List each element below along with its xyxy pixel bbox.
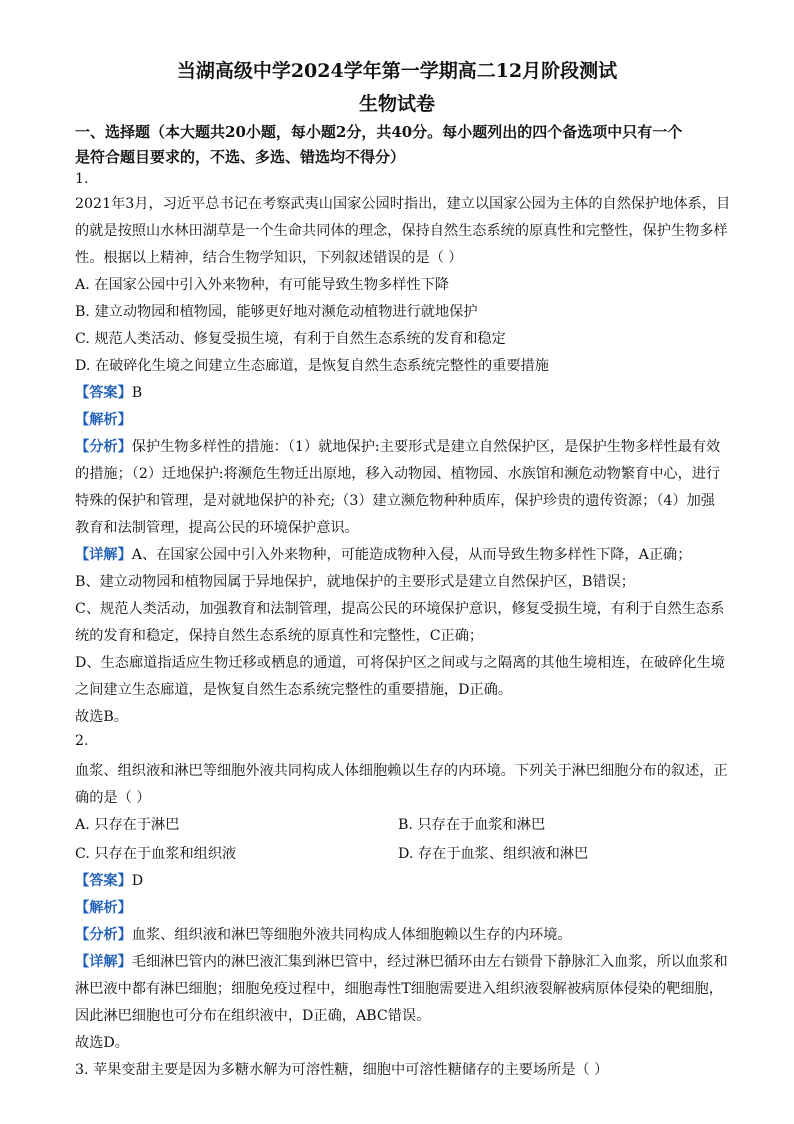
answer-value: D <box>131 873 144 889</box>
question-number: 1. <box>75 171 89 187</box>
question-number: 2. <box>75 733 89 749</box>
xiangjie-line <box>75 544 725 564</box>
question-stem-line: 确的是（ ） <box>75 790 151 806</box>
section-heading-line1: 一、选择题（本大题共20小题，每小题2分，共40分。每小题列出的四个备选项中只有一个 <box>75 123 683 141</box>
option-c: C. 只存在于血浆和组织液 <box>75 846 237 862</box>
xiangjie-text-line: C、规范人类活动，加强教育和法制管理，提高公民的环境保护意识，修复受损生境，有利于自然生态系 <box>75 601 725 617</box>
fenxi-text-line: 特殊的保护和管理，是对就地保护的补充;（3）建立濒危物种种质库，保护珍贵的遗传资源；（4）加强 <box>75 493 715 509</box>
xiangjie-text-line: 因此淋巴细胞也可分布在组织液中，D正确，ABC错误。 <box>75 1008 431 1024</box>
xiangjie-text-line: 淋巴液中都有淋巴细胞；细胞免疫过程中，细胞毒性T细胞需要进入组织液裂解被病原体侵染的靶细胞， <box>75 981 723 997</box>
answer-value: B <box>131 385 143 401</box>
fenxi-text: 血浆、组织液和淋巴等细胞外液共同构成人体细胞赖以生存的内环境。 <box>131 927 572 943</box>
fenxi-tag: 【分析】 <box>75 927 132 943</box>
analysis-tag <box>75 409 725 429</box>
fenxi-line <box>75 436 725 456</box>
analysis-label: 【解析】 <box>75 412 132 428</box>
exam-title: 当湖高级中学2024学年第一学期高二12月阶段测试 <box>176 60 618 82</box>
question-stem-line: 性。根据以上精神，结合生物学知识，下列叙述错误的是（ ） <box>75 250 463 266</box>
question-stem-line: 3. 苹果变甜主要是因为多糖水解为可溶性糖，细胞中可溶性糖储存的主要场所是（ ） <box>75 1062 609 1078</box>
xiangjie-text-line: 之间建立生态廊道，是恢复自然生态系统完整性的重要措施，D正确。 <box>75 682 513 698</box>
analysis-label: 【解析】 <box>75 900 132 916</box>
xiangjie-text-line: B、建立动物园和植物园属于异地保护，就地保护的主要形式是建立自然保护区，B错误； <box>75 574 635 590</box>
option-a: A. 在国家公园中引入外来物种，有可能导致生物多样性下降 <box>75 277 449 293</box>
conclusion: 故选D。 <box>75 1035 129 1051</box>
fenxi-line <box>75 924 725 944</box>
option-c: C. 规范人类活动、修复受损生境，有利于自然生态系统的发育和稳定 <box>75 331 506 347</box>
answer-line <box>75 870 725 890</box>
xiangjie-text-line: 统的发育和稳定，保持自然生态系统的原真性和完整性，C正确； <box>75 628 484 644</box>
xiangjie-tag: 【详解】 <box>75 547 132 563</box>
answer-line <box>75 382 725 402</box>
option-a: A. 只存在于淋巴 <box>75 817 180 833</box>
exam-subtitle: 生物试卷 <box>358 93 435 115</box>
fenxi-text-line: 的措施；（2）迁地保护:将濒危生物迁出原地，移入动物园、植物园、水族馆和濒危动物繁育中心，进行 <box>75 466 721 482</box>
option-b: B. 建立动物园和植物园，能够更好地对濒危动植物进行就地保护 <box>75 304 478 320</box>
fenxi-text-line: 教育和法制管理，提高公民的环境保护意识。 <box>75 520 359 536</box>
answer-tag: 【答案】 <box>75 385 132 401</box>
conclusion: 故选B。 <box>75 709 128 725</box>
option-b: B. 只存在于血浆和淋巴 <box>398 817 546 833</box>
xiangjie-tag: 【详解】 <box>75 954 132 970</box>
answer-tag: 【答案】 <box>75 873 132 889</box>
fenxi-text: 保护生物多样性的措施：（1）就地保护:主要形式是建立自然保护区，是保护生物多样性最有效 <box>131 439 721 455</box>
question-stem-line: 血浆、组织液和淋巴等细胞外液共同构成人体细胞赖以生存的内环境。下列关于淋巴细胞分布的叙述，正 <box>75 763 728 779</box>
xiangjie-text: 毛细淋巴管内的淋巴液汇集到淋巴管中，经过淋巴循环由左右锁骨下静脉汇入血浆，所以血浆和 <box>131 954 728 970</box>
xiangjie-text-line: D、生态廊道指适应生物迁移或栖息的通道，可将保护区之间或与之隔离的其他生境相连，在破碎化生境 <box>75 655 725 671</box>
xiangjie-text: A、在国家公园中引入外来物种，可能造成物种入侵，从而导致生物多样性下降，A正确； <box>131 547 692 563</box>
option-d: D. 在破碎化生境之间建立生态廊道，是恢复自然生态系统完整性的重要措施 <box>75 358 549 374</box>
question-stem-line: 的就是按照山水林田湖草是一个生命共同体的理念，保持自然生态系统的原真性和完整性，保护生物多样 <box>75 223 728 239</box>
section-heading-line2: 是符合题目要求的，不选、多选、错选均不得分） <box>75 148 406 166</box>
analysis-tag <box>75 897 725 917</box>
xiangjie-line <box>75 951 728 971</box>
option-d: D. 存在于血浆、组织液和淋巴 <box>398 846 589 862</box>
question-stem-line: 2021年3月，习近平总书记在考察武夷山国家公园时指出，建立以国家公园为主体的自然保护地体系，目 <box>75 196 731 212</box>
fenxi-tag: 【分析】 <box>75 439 132 455</box>
